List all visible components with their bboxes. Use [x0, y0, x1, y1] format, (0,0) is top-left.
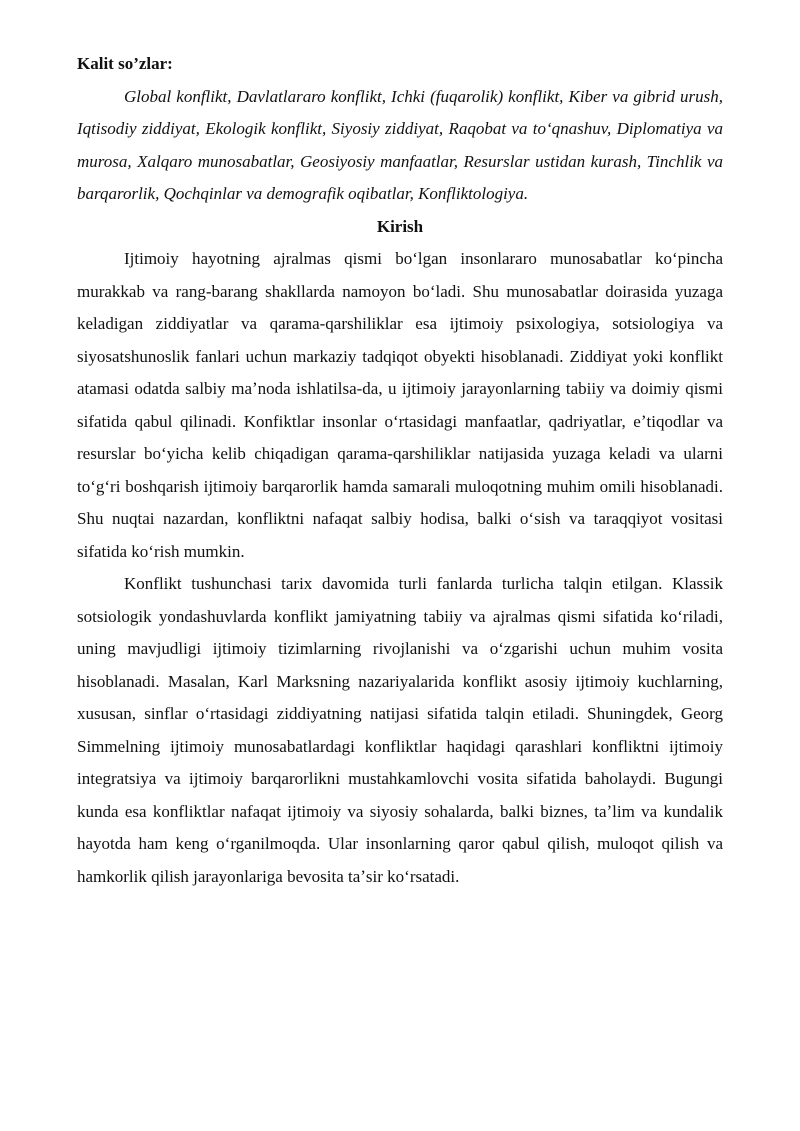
paragraph-2: Konflikt tushunchasi tarix davomida turli fanlarda turlicha talqin etilgan. Klassik sotsiologik yondashuvlarda konflikt jamiyatning tabiiy va ajralmas qismi sifatida koʻriladi, uning mavjudligi ijtimoiy tizimlarning rivojlanishi va oʻzgarishi uchun muhim vosita hisoblanadi. Masalan, Karl Marksning nazariyalarida konflikt asosiy ijtimoiy kuchlarning, xususan, sinflar oʻrtasidagi ziddiyatning natijasi sifatida talqin etiladi. Shuningdek, Georg Simmelning ijtimoiy munosabatlardagi konfliktlar haqidagi qarashlari konfliktni ijtimoiy integratsiya va ijtimoiy barqarorlikni mustahkamlovchi vosita sifatida baholaydi. Bugungi kunda esa konfliktlar nafaqat ijtimoiy va siyosiy sohalarda, balki biznes, taʼlim va kundalik hayotda ham keng oʻrganilmoqda. Ular insonlarning qaror qabul qilish, muloqot qilish va hamkorlik qilish jarayonlariga bevosita taʼsir koʻrsatadi.	[77, 574, 723, 886]
document-page	[77, 48, 723, 893]
keywords-text: Global konflikt, Davlatlararo konflikt, Ichki (fuqarolik) konflikt, Kiber va gibrid urush, Iqtisodiy ziddiyat, Ekologik konflikt, Siyosiy ziddiyat, Raqobat va toʻqnashuv, Diplomatiya va murosa, Xalqaro munosabatlar, Geosiyosiy manfaatlar, Resurslar ustidan kurash, Tinchlik va barqarorlik, Qochqinlar va demografik oqibatlar, Konfliktologiya.	[77, 86, 723, 203]
paragraph-1: Ijtimoiy hayotning ajralmas qismi boʻlgan insonlararo munosabatlar koʻpincha murakkab va rang-barang shakllarda namoyon boʻladi. Shu munosabatlar doirasida yuzaga keladigan ziddiyatlar va qarama-qarshiliklar esa ijtimoiy psixologiya, sotsiologiya va siyosatshunoslik fanlari uchun markaziy tadqiqot obyekti hisoblanadi. Ziddiyat yoki konflikt atamasi odatda salbiy maʼnoda ishlatilsa-da, u ijtimoiy jarayonlarning tabiiy va doimiy qismi sifatida qabul qilinadi. Konfiktlar insonlar oʻrtasidagi manfaatlar, qadriyatlar, eʼtiqodlar va resurslar boʻyicha kelib chiqadigan qarama-qarshiliklar natijasida yuzaga keladi va ularni toʻgʻri boshqarish ijtimoiy barqarorlik hamda samarali muloqotning muhim omili hisoblanadi. Shu nuqtai nazardan, konfliktni nafaqat salbiy hodisa, balki oʻsish va taraqqiyot vositasi sifatida koʻrish mumkin.	[77, 249, 723, 561]
section-title: Kirish	[376, 216, 424, 236]
keywords-heading: Kalit so’zlar:	[77, 54, 173, 73]
